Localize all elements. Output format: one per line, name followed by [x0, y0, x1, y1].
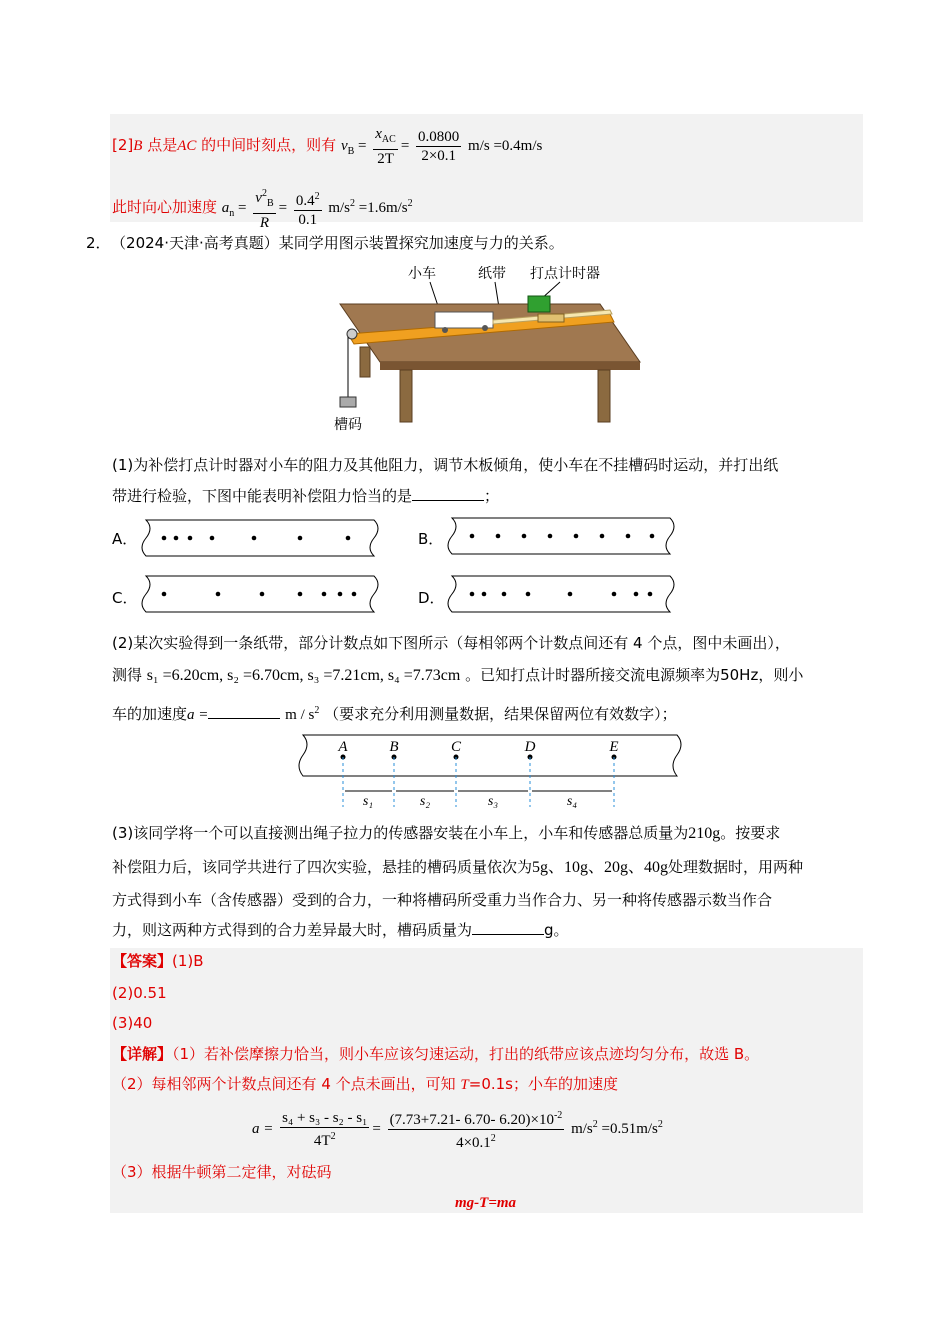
detail-line2: （2）每相邻两个计数点间还有 4 个点未画出，可知 T=0.1s；小车的加速度: [112, 1075, 618, 1093]
label-timer: 打点计时器: [530, 266, 600, 282]
q3-answer-blank[interactable]: [472, 918, 544, 935]
option-c-label[interactable]: C．: [112, 589, 138, 607]
tape-option-c[interactable]: [136, 572, 380, 616]
segment-s4: s₄: [566, 794, 578, 809]
point-b-label: B: [389, 739, 399, 755]
tape-option-d[interactable]: [442, 572, 678, 616]
q2-line1: (2)某次实验得到一条纸带，部分计数点如下图所示（每相邻两个计数点间还有 4 个点，图中未画出），: [112, 634, 790, 652]
answer-line3: (3)40: [112, 1014, 153, 1032]
detail-line1: 【详解】（1）若补偿摩擦力恰当，则小车应该匀速运动，打出的纸带应该点迹均匀分布，故选 B。: [112, 1045, 760, 1063]
option-d-label[interactable]: D．: [418, 589, 445, 607]
label-tape: 纸带: [478, 266, 506, 282]
q2-line3: 车的加速度$a = m / s^2$ （要求充分利用测量数据，结果保留两位有效数字）；: [112, 700, 677, 726]
option-a-label[interactable]: A．: [112, 530, 138, 548]
q3-line2: 补偿阻力后，该同学共进行了四次实验，悬挂的槽码质量依次为5g、10g、20g、40g处理数据时，用两种: [112, 858, 804, 876]
question-heading: 2． （2024·天津·高考真题）某同学用图示装置探究加速度与力的关系。: [86, 234, 564, 252]
q3-line3: 方式得到小车（含传感器）受到的合力，一种将槽码所受重力当作合力、另一种将传感器示数当作合: [112, 891, 773, 909]
q2-measurements: s₁ =6.20cm, s₂ =6.70cm, s₃ =7.21cm, s₄ =7.73cm: [146, 667, 461, 684]
point-a-label: A: [338, 739, 348, 755]
detail-line3: （3）根据牛顿第二定律，对砝码: [112, 1163, 332, 1181]
segment-s3: s₃: [487, 794, 499, 809]
vb-equation: $v_B$ = $\frac{x_{AC}}{2T}$ = $\frac{0.0800}{2\times 0.1}$ m/s =0.4m/s: [340, 126, 543, 167]
newton-equation: mg-T=ma: [455, 1195, 517, 1211]
q1-answer-blank[interactable]: [412, 484, 484, 501]
q3-line4: 力，则这两种方式得到的合力差异最大时，槽码质量为 g。: [112, 918, 569, 941]
prev-an-line: 此时向心加速度 $a_n$ = $\frac{v^2_B}{R}$ = $\frac{0.4^2}{0.1}$ $m/s^2 =1.6m/s^2$: [112, 185, 413, 232]
segment-s2: s₂: [419, 794, 431, 809]
q3-line1: (3)该同学将一个可以直接测出绳子拉力的传感器安装在小车上，小车和传感器总质量为210g。按要求: [112, 824, 781, 842]
q2-answer-blank[interactable]: [208, 702, 280, 719]
acceleration-equation: a = $\frac{\text{s₄ + s₃ - s₂ - s₁}}{4T^2}$ = $\frac{(7.73+7.21- 6.70- 6.20)\times 10^{-2}}{4\times 0.1^2}$ $m/s^2 =0.51m/s^2$: [252, 1107, 663, 1152]
q1-line2: 带进行检验，下图中能表明补偿阻力恰当的是 ；: [112, 484, 499, 507]
option-b-label[interactable]: B．: [418, 530, 444, 548]
apparatus-figure: [330, 262, 650, 437]
q2-line2: 测得 s₁ =6.20cm, s₂ =6.70cm, s₃ =7.21cm, s₄ =7.73cm 。已知打点计时器所接交流电源频率为50Hz，则小: [112, 666, 804, 684]
an-equation: $a_n$ = $\frac{v^2_B}{R}$ = $\frac{0.4^2}{0.1}$ $m/s^2 =1.6m/s^2$: [222, 200, 413, 216]
tape-option-a[interactable]: [136, 516, 380, 560]
point-c-label: C: [450, 739, 462, 755]
answer-line2: (2)0.51: [112, 984, 167, 1002]
q1-line1: (1)为补偿打点计时器对小车的阻力及其他阻力，调节木板倾角，使小车在不挂槽码时运动，并打出纸: [112, 456, 779, 474]
segment-s1: s₁: [362, 794, 374, 809]
point-d-label: D: [524, 739, 536, 755]
timer: [528, 296, 550, 312]
counting-tape: [295, 733, 685, 813]
label-weight: 槽码: [334, 417, 362, 433]
answer-line1: 【答案】(1)B: [112, 952, 204, 970]
weight: [340, 397, 356, 407]
tape-option-b[interactable]: [442, 514, 678, 558]
label-cart: 小车: [408, 266, 436, 282]
prev-vb-line: [2]B 点是AC 的中间时刻点，则有 $v_B$ = $\frac{x_{AC}}{2T}$ = $\frac{0.0800}{2\times 0.1}$ m/s =0.4m/s: [112, 126, 543, 167]
point-e-label: E: [609, 739, 619, 755]
